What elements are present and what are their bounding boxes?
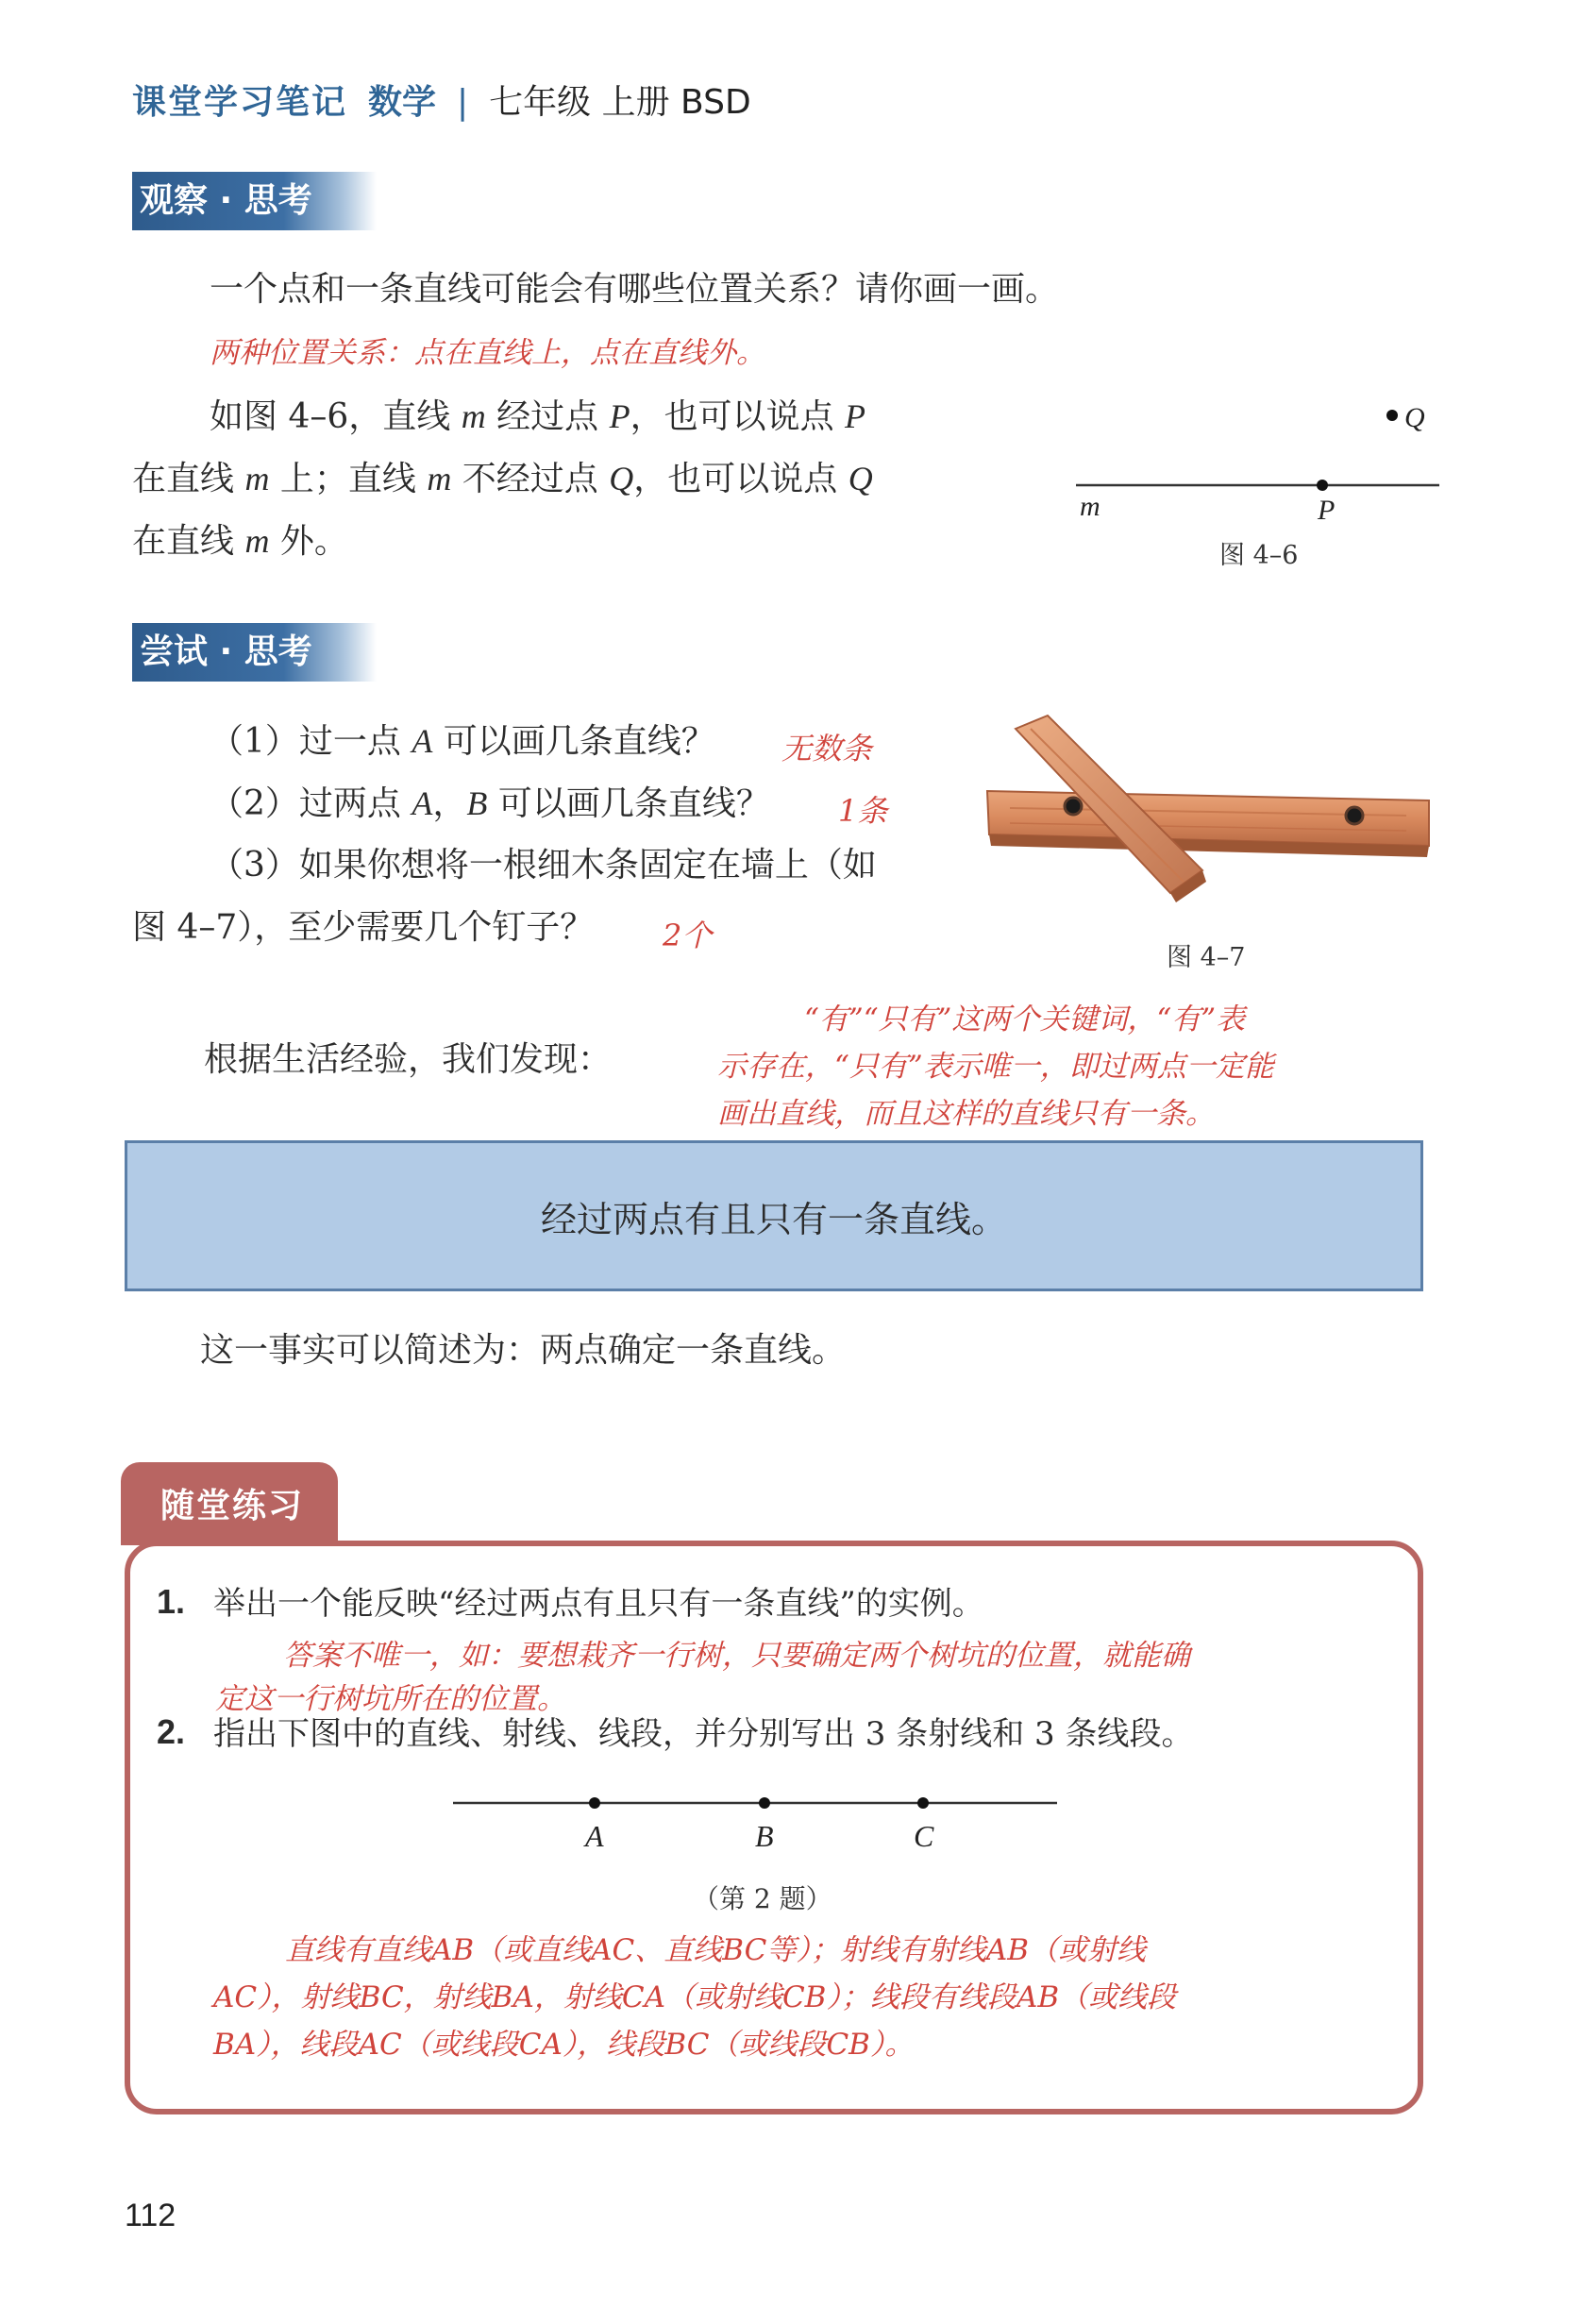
- discovery-note-line-3: 画出直线，而且这样的直线只有一条。: [717, 1097, 1215, 1131]
- try-question-3-line-2: 图 4–7），至少需要几个钉子？: [132, 908, 595, 947]
- observe-question: 一个点和一条直线可能会有哪些位置关系？请你画一画。: [210, 270, 1060, 309]
- exercise-2-number: 2.: [157, 1712, 186, 1751]
- section-tag-try: 尝试 · 思考: [132, 623, 377, 682]
- exercise-2-answer-line-3: BA），线段AC（或线段CA），线段BC（或线段CB）。: [213, 2028, 915, 2062]
- exercise-2-answer-line-1: 直线有直线AB（或直线AC、直线BC等）；射线有射线AB（或射线: [285, 1933, 1147, 1967]
- try-answer-2-handwritten: 1条: [838, 793, 888, 829]
- figure-4-7-wooden-sticks: [982, 708, 1444, 925]
- page-header: [132, 76, 751, 124]
- exercise-2-answer-line-2: AC），射线BC，射线BA，射线CA（或射线CB）；线段有线段AB（或线段: [213, 1980, 1177, 2014]
- point-b-dot: [759, 1797, 770, 1809]
- point-p-dot: [1317, 480, 1328, 491]
- try-answer-1-handwritten: 无数条: [781, 731, 873, 767]
- observe-para-line-1: 如图 4–6，直线 m 经过点 P，也可以说点 P: [210, 397, 866, 436]
- try-question-3-line-1: （3）如果你想将一根细木条固定在墙上（如: [210, 846, 877, 884]
- summary-text: 这一事实可以简述为：两点确定一条直线。: [200, 1331, 847, 1370]
- label-p: P: [1318, 495, 1336, 526]
- series-title: 课堂学习笔记: [132, 83, 348, 122]
- label-b: B: [755, 1819, 774, 1853]
- exercise-1-answer-line-1: 答案不唯一，如：要想栽齐一行树，只要确定两个树坑的位置，就能确: [283, 1639, 1190, 1673]
- exercise-1-answer-line-2: 定这一行树坑所在的位置。: [215, 1682, 566, 1716]
- try-question-1: （1）过一点 A 可以画几条直线？: [210, 722, 715, 761]
- figure-4-7-caption: 图 4–7: [1167, 943, 1246, 972]
- point-a-dot: [589, 1797, 600, 1809]
- exercise-1-number: 1.: [157, 1582, 186, 1621]
- label-q: Q: [1404, 402, 1425, 433]
- key-fact-box: [125, 1140, 1423, 1291]
- figure-4-6-caption: 图 4–6: [1219, 541, 1299, 570]
- header-separator: |: [457, 83, 469, 122]
- try-answer-3-handwritten: 2个: [663, 918, 713, 953]
- exercise-2-figure-caption: （第 2 题）: [693, 1883, 832, 1914]
- subject-title: 数学: [368, 83, 437, 122]
- observe-para-line-3: 在直线 m 外。: [132, 522, 348, 561]
- discovery-lead: 根据生活经验，我们发现：: [204, 1040, 613, 1079]
- observe-answer-handwritten: 两种位置关系：点在直线上，点在直线外。: [210, 336, 765, 370]
- point-q-dot: [1386, 410, 1398, 421]
- label-m: m: [1080, 491, 1100, 522]
- exercise-1-question: 举出一个能反映“经过两点有且只有一条直线”的实例。: [213, 1585, 984, 1623]
- exercise-tab: 随堂练习: [121, 1462, 338, 1545]
- exercise-2-figure: [444, 1775, 1067, 1860]
- grade-label: 七年级 上册 BSD: [489, 83, 751, 122]
- section-tag-observe: 观察 · 思考: [132, 172, 377, 230]
- page-number: 112: [125, 2198, 176, 2233]
- discovery-note-line-2: 示存在，“只有”表示唯一，即过两点一定能: [717, 1050, 1274, 1084]
- exercise-2-question: 指出下图中的直线、射线、线段，并分别写出 3 条射线和 3 条线段。: [213, 1715, 1194, 1753]
- label-c: C: [914, 1819, 934, 1853]
- point-c-dot: [917, 1797, 929, 1809]
- try-question-2: （2）过两点 A，B 可以画几条直线？: [210, 784, 770, 823]
- discovery-note-line-1: “有”“只有”这两个关键词，“有”表: [804, 1002, 1246, 1036]
- nail-1: [1065, 798, 1082, 815]
- nail-2: [1346, 807, 1363, 824]
- key-fact-text: 经过两点有且只有一条直线。: [540, 1198, 1007, 1240]
- observe-para-line-2: 在直线 m 上；直线 m 不经过点 Q，也可以说点 Q: [132, 460, 873, 498]
- label-a: A: [585, 1819, 604, 1853]
